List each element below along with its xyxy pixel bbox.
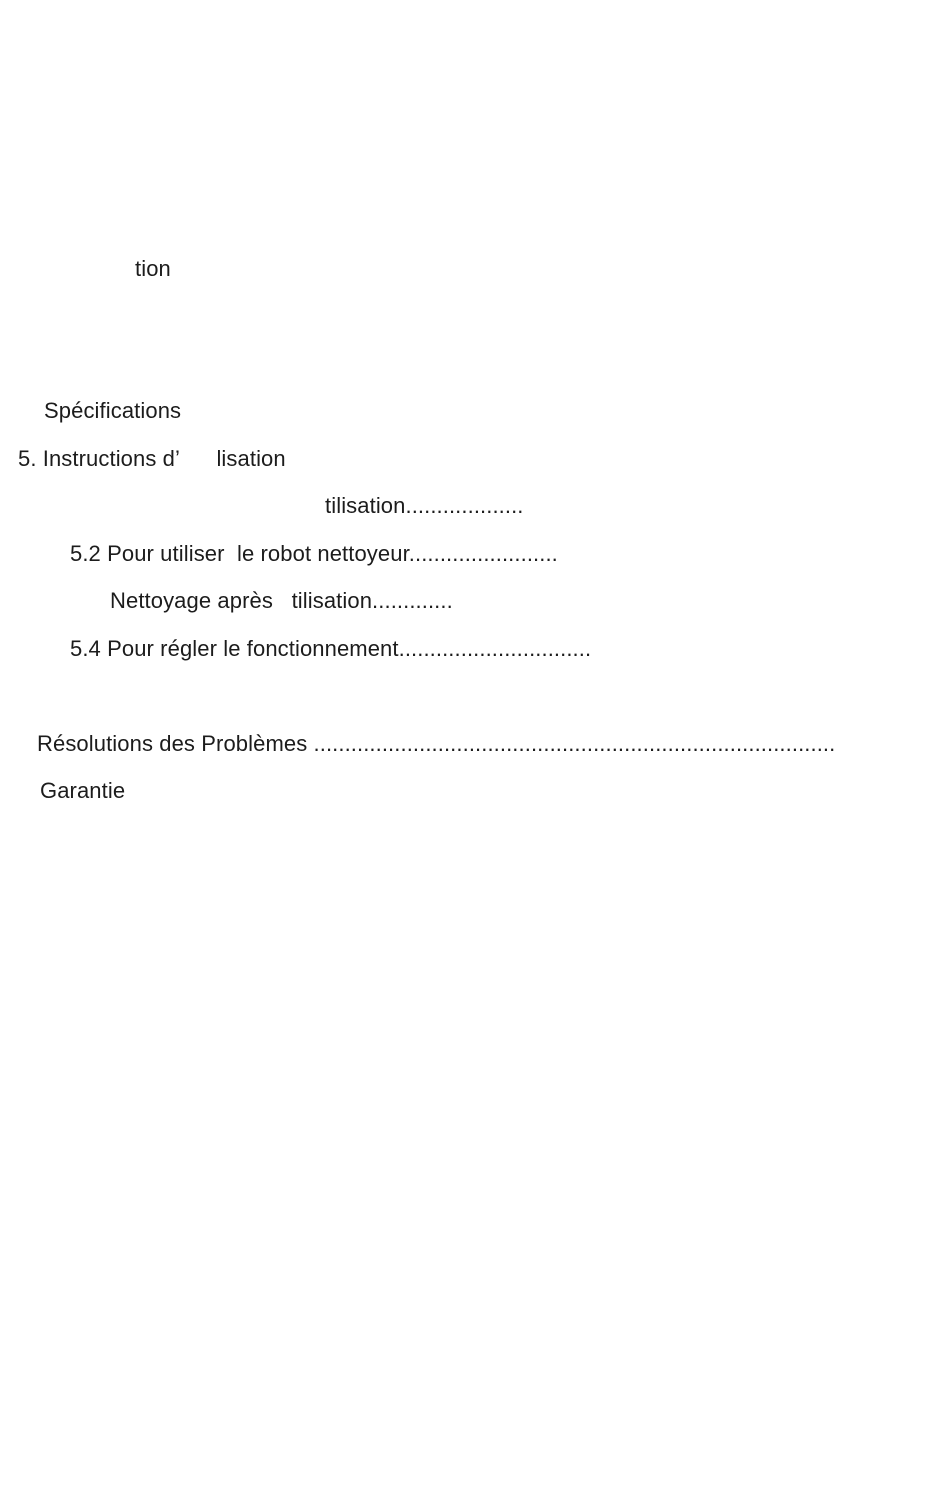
toc-entry-5-4: 5.4 Pour régler le fonctionnement............................... <box>70 636 592 661</box>
toc-entry-specifications: Spécifications <box>44 398 182 423</box>
toc-entry-garantie: Garantie <box>40 778 126 803</box>
toc-entry-utilisation: tilisation................... <box>325 493 524 518</box>
toc-entry-instructions: 5. Instructions d’ lisation <box>18 446 286 471</box>
toc-entry-5-2: 5.2 Pour utiliser le robot nettoyeur........................ <box>70 541 558 566</box>
toc-entry-nettoyage: Nettoyage après tilisation............. <box>110 588 453 613</box>
toc-entry-fragment: tion <box>135 256 171 281</box>
toc-entry-resolutions: Résolutions des Problèmes .................................................................................... <box>37 731 836 756</box>
